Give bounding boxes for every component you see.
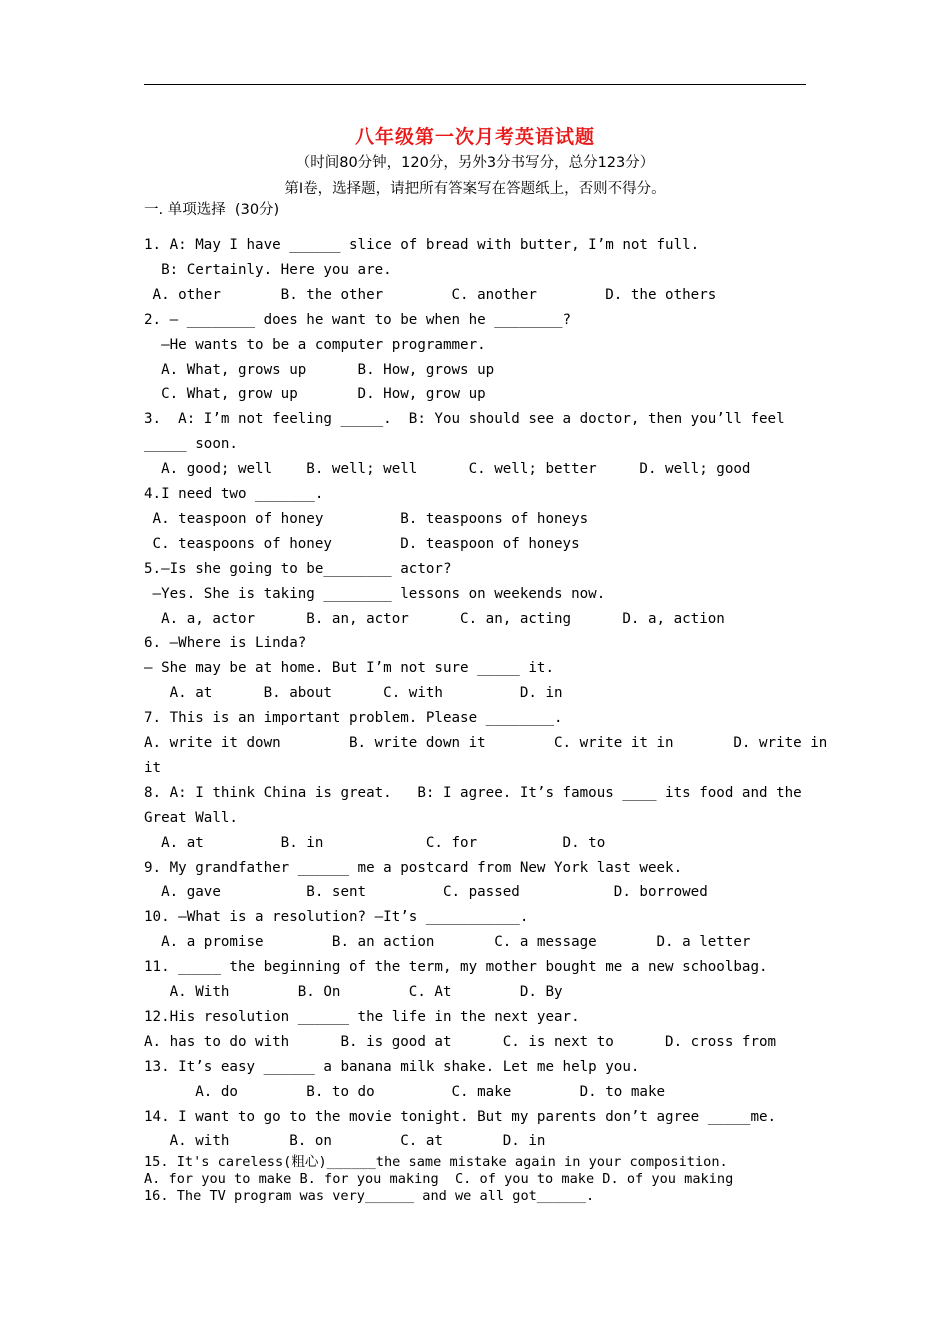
question-line: A. at B. in C. for D. to <box>144 834 606 851</box>
question-line: — She may be at home. But I’m not sure _____ it. <box>144 660 554 677</box>
question-line: C. teaspoons of honey D. teaspoon of honeys <box>144 535 580 552</box>
question-line: 9. My grandfather ______ me a postcard from New York last week. <box>144 859 683 876</box>
question-line: A. do B. to do C. make D. to make <box>144 1083 666 1100</box>
question-line: _____ soon. <box>144 436 238 453</box>
question-line: A. other B. the other C. another D. the others <box>144 286 717 303</box>
header-rule <box>144 84 806 85</box>
question-line: C. What, grow up D. How, grow up <box>144 386 486 403</box>
section-heading: 一. 单项选择 (30分) <box>144 202 280 218</box>
question-line: A. a, actor B. an, actor C. an, acting D. a, action <box>144 610 725 627</box>
question-line: 4.I need two _______. <box>144 486 324 502</box>
question-line: 10. —What is a resolution? —It’s ___________. <box>144 909 529 926</box>
question-line: —He wants to be a computer programmer. <box>144 336 486 353</box>
question-line: A. a promise B. an action C. a message D. a letter <box>144 934 751 951</box>
question-line: A. What, grows up B. How, grows up <box>144 361 495 378</box>
question-line: A. with B. on C. at D. in <box>144 1133 546 1150</box>
question-line: —Yes. She is taking ________ lessons on weekends now. <box>144 585 606 602</box>
question-line: 13. It’s easy ______ a banana milk shake. Let me help you. <box>144 1058 640 1075</box>
exam-subtitle: （时间80分钟，120分，另外3分书写分，总分123分） <box>295 155 655 171</box>
question-line: 16. The TV program was very______ and we all got______. <box>144 1188 595 1204</box>
question-line: 1. A: May I have ______ slice of bread with butter, I’m not full. <box>144 237 700 253</box>
question-line: A. has to do with B. is good at C. is next to D. cross from <box>144 1033 777 1050</box>
question-line: 11. _____ the beginning of the term, my mother bought me a new schoolbag. <box>144 959 768 976</box>
question-line: 2. — ________ does he want to be when he ________? <box>144 311 572 328</box>
question-line: 7. This is an important problem. Please ________. <box>144 710 563 727</box>
question-line: 8. A: I think China is great. B: I agree. It’s famous ____ its food and the <box>144 784 802 801</box>
question-line: A. good; well B. well; well C. well; better D. well; good <box>144 461 751 478</box>
question-line: 6. —Where is Linda? <box>144 635 307 652</box>
question-line: A. for you to make B. for you making C. of you to make D. of you making <box>144 1171 734 1187</box>
question-line: 15. It's careless(粗心)______the same mistake again in your composition. <box>144 1154 728 1170</box>
question-line: A. teaspoon of honey B. teaspoons of honeys <box>144 510 589 527</box>
question-line: it <box>144 759 162 776</box>
question-line: A. gave B. sent C. passed D. borrowed <box>144 884 708 901</box>
question-line: 14. I want to go to the movie tonight. But my parents don’t agree _____me. <box>144 1108 777 1125</box>
question-line: 3. A: I’m not feeling _____. B: You should see a doctor, then you’ll feel <box>144 411 785 428</box>
question-line: 12.His resolution ______ the life in the next year. <box>144 1008 580 1025</box>
question-line: 5.—Is she going to be________ actor? <box>144 560 452 577</box>
question-line: Great Wall. <box>144 809 238 826</box>
question-line: A. With B. On C. At D. By <box>144 984 563 1000</box>
exam-title: 八年级第一次月考英语试题 <box>354 126 595 148</box>
exam-instruction: 第Ⅰ卷，选择题，请把所有答案写在答题纸上，否则不得分。 <box>284 181 666 197</box>
question-line: B: Certainly. Here you are. <box>144 261 392 278</box>
question-line: A. at B. about C. with D. in <box>144 685 563 702</box>
question-line: A. write it down B. write down it C. write it in D. write in <box>144 735 828 751</box>
